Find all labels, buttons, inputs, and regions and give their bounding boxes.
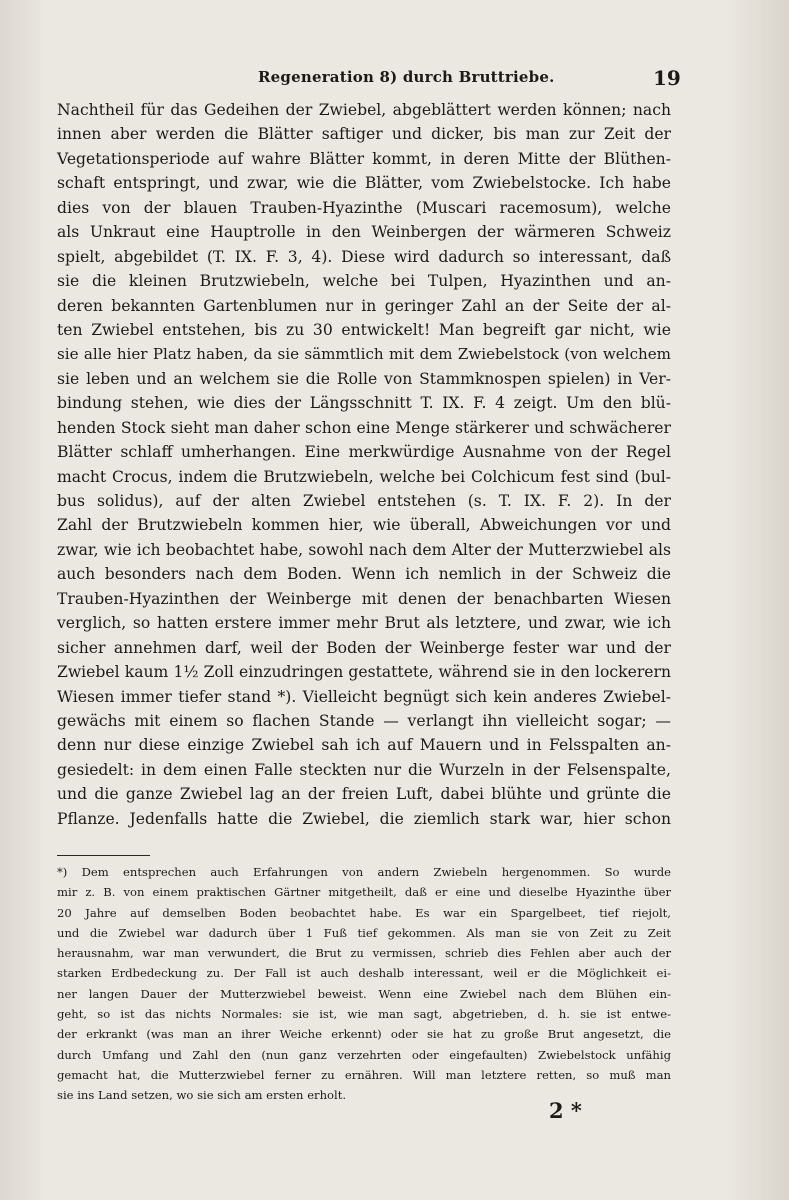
footnote-line: herausnahm, war man verwundert, die Brut zu vermissen, schrieb dies Fehlen aber auch der xyxy=(57,946,671,961)
running-head xyxy=(0,62,789,92)
text-line: Zahl der Brutzwiebeln kommen hier, wie überall, Abweichungen vor und xyxy=(57,516,671,535)
signature-mark: 2 * xyxy=(549,1098,582,1123)
footnote-line: durch Umfang und Zahl den (nun ganz verzehrten oder eingefaulten) Zwiebelstock unfähig xyxy=(57,1047,671,1062)
text-line: Zwiebel kaum 1½ Zoll einzudringen gestattete, während sie in den lockerern xyxy=(57,663,671,682)
text-line: sie leben und an welchem sie die Rolle von Stammknospen spielen) in Ver- xyxy=(57,369,671,388)
text-line: denn nur diese einzige Zwiebel sah ich auf Mauern und in Felsspalten an- xyxy=(57,736,671,755)
footnote-line: ner langen Dauer der Mutterzwiebel beweist. Wenn eine Zwiebel nach dem Blühen ein- xyxy=(57,986,671,1001)
text-line: gesiedelt: in dem einen Falle steckten nur die Wurzeln in der Felsenspalte, xyxy=(57,760,671,779)
text-line: ten Zwiebel entstehen, bis zu 30 entwickelt! Man begreift gar nicht, wie xyxy=(57,320,671,339)
footnote-line: *) Dem entsprechen auch Erfahrungen von andern Zwiebeln hergenommen. So wurde xyxy=(57,865,671,879)
text-line: sie die kleinen Brutzwiebeln, welche bei Tulpen, Hyazinthen und an- xyxy=(57,272,671,291)
text-line: deren bekannten Gartenblumen nur in geringer Zahl an der Seite der al- xyxy=(57,296,671,315)
footnote-separator xyxy=(57,855,150,856)
text-line: Vegetationsperiode auf wahre Blätter kommt, in deren Mitte der Blüthen- xyxy=(57,149,671,168)
footnote-line: gemacht hat, die Mutterzwiebel ferner zu ernähren. Will man letztere retten, so muß man xyxy=(57,1067,671,1082)
text-line: Blätter schlaff umherhangen. Eine merkwürdige Ausnahme von der Regel xyxy=(57,443,671,462)
footnote-line: starken Erdbedeckung zu. Der Fall ist auch deshalb interessant, weil er die Möglichkeit ei- xyxy=(57,966,671,981)
text-line: spielt, abgebildet (T. IX. F. 3, 4). Diese wird dadurch so interessant, daß xyxy=(57,247,671,266)
text-line: bus solidus), auf der alten Zwiebel entstehen (s. T. IX. F. 2). In der xyxy=(57,492,671,510)
page-number: 19 xyxy=(653,66,681,90)
text-line: Wiesen immer tiefer stand *). Vielleicht begnügt sich kein anderes Zwiebel- xyxy=(57,687,671,706)
text-line: dies von der blauen Trauben-Hyazinthe (Muscari racemosum), welche xyxy=(57,198,671,217)
text-line: verglich, so hatten erstere immer mehr Brut als letztere, und zwar, wie ich xyxy=(57,614,671,633)
text-line: zwar, wie ich beobachtet habe, sowohl nach dem Alter der Mutterzwiebel als xyxy=(57,540,671,559)
text-line: als Unkraut eine Hauptrolle in den Weinbergen der wärmeren Schweiz xyxy=(57,223,671,242)
running-title: Regeneration 8) durch Bruttriebe. xyxy=(258,68,555,86)
text-line: auch besonders nach dem Boden. Wenn ich nemlich in der Schweiz die xyxy=(57,565,671,584)
text-line: bindung stehen, wie dies der Längsschnitt T. IX. F. 4 zeigt. Um den blü- xyxy=(57,394,671,413)
footnote-line: und die Zwiebel war dadurch über 1 Fuß tief gekommen. Als man sie von Zeit zu Zeit xyxy=(57,925,671,940)
footnote-line: geht, so ist das nichts Normales: sie ist, wie man sagt, abgetrieben, d. h. sie ist entwe- xyxy=(57,1007,671,1022)
footnote-line: 20 Jahre auf demselben Boden beobachtet habe. Es war ein Spargelbeet, tief riejolt, xyxy=(57,905,671,920)
text-line: innen aber werden die Blätter saftiger und dicker, bis man zur Zeit der xyxy=(57,125,671,144)
footnote-line: der erkrankt (was man an ihrer Weiche erkennt) oder sie hat zu große Brut angesetzt, die xyxy=(57,1027,671,1042)
text-line: und die ganze Zwiebel lag an der freien Luft, dabei blühte und grünte die xyxy=(57,785,671,804)
footnote-line: mir z. B. von einem praktischen Gärtner mitgetheilt, daß er eine und dieselbe Hyazinthe über xyxy=(57,885,671,900)
text-line: henden Stock sieht man daher schon eine Menge stärkerer und schwächerer xyxy=(57,418,671,437)
text-line: sie alle hier Platz haben, da sie sämmtlich mit dem Zwiebelstock (von welchem xyxy=(57,345,671,364)
text-line: Nachtheil für das Gedeihen der Zwiebel, abgeblättert werden können; nach xyxy=(57,101,671,119)
text-line: Pflanze. Jedenfalls hatte die Zwiebel, die ziemlich stark war, hier schon xyxy=(57,809,671,828)
text-line: Trauben-Hyazinthen der Weinberge mit denen der benachbarten Wiesen xyxy=(57,589,671,608)
text-line: macht Crocus, indem die Brutzwiebeln, welche bei Colchicum fest sind (bul- xyxy=(57,467,671,486)
text-line: sicher annehmen darf, weil der Boden der Weinberge fester war und der xyxy=(57,638,671,657)
footnote-line: sie ins Land setzen, wo sie sich am ersten erholt. xyxy=(57,1088,347,1103)
text-line: schaft entspringt, und zwar, wie die Blätter, vom Zwiebelstocke. Ich habe xyxy=(57,174,671,193)
text-line: gewächs mit einem so flachen Stande — verlangt ihn vielleicht sogar; — xyxy=(57,711,671,730)
body-text xyxy=(57,98,671,831)
footnotes xyxy=(57,862,671,1106)
